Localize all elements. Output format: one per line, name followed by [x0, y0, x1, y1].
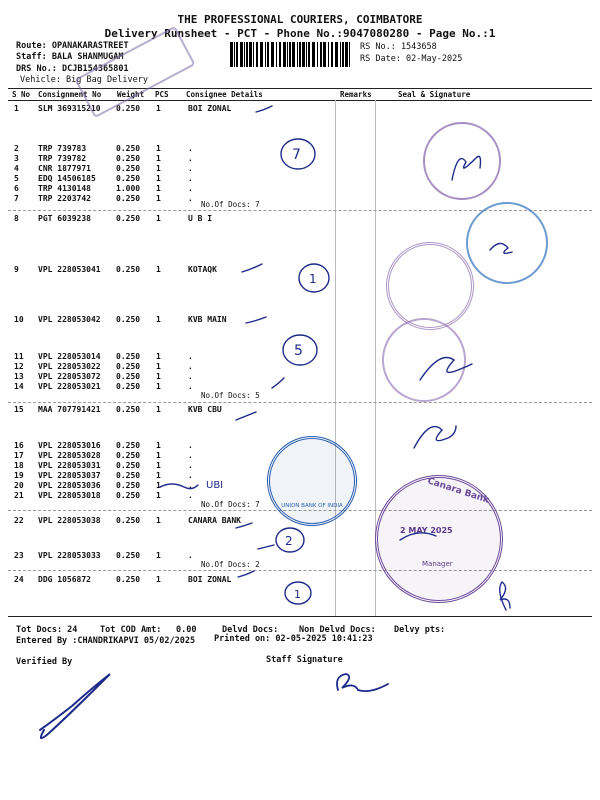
row-consignee: . — [188, 352, 193, 361]
row-consignment: VPL 228053037 — [38, 471, 101, 480]
row-consignee: KOTAQK — [188, 265, 217, 274]
signature — [420, 358, 472, 381]
row-pcs: 1 — [156, 352, 161, 361]
signature — [490, 243, 512, 253]
row-sno: 15 — [14, 405, 24, 414]
row-consignment: VPL 228053042 — [38, 315, 101, 324]
tick-mark — [242, 264, 262, 272]
mark-text: 7 — [292, 147, 301, 163]
row-pcs: 1 — [156, 104, 161, 113]
row-sno: 24 — [14, 575, 24, 584]
row-sno: 1 — [14, 104, 19, 113]
col-weight: Weight — [117, 90, 145, 99]
row-sno: 7 — [14, 194, 19, 203]
row-consignment: TRP 739782 — [38, 154, 87, 163]
row-pcs: 1 — [156, 154, 161, 163]
col-remarks: Remarks — [340, 90, 372, 99]
row-pcs: 1 — [156, 551, 161, 560]
doc-count: No.Of Docs: 7 — [201, 200, 260, 209]
mark-text: 5 — [294, 343, 303, 359]
row-sno: 6 — [14, 184, 19, 193]
row-pcs: 1 — [156, 441, 161, 450]
staff-signature — [337, 674, 388, 691]
row-weight: 0.250 — [116, 315, 141, 324]
row-weight: 0.250 — [116, 575, 141, 584]
canara-stamp-date: 2 MAY 2025 — [400, 526, 453, 535]
row-pcs: 1 — [156, 575, 161, 584]
row-consignee: . — [188, 174, 193, 183]
rs-date: RS Date: 02-May-2025 — [360, 54, 463, 64]
row-sno: 22 — [14, 516, 24, 525]
row-weight: 0.250 — [116, 194, 141, 203]
row-consignee: BOI ZONAL — [188, 575, 232, 584]
row-consignee: . — [188, 441, 193, 450]
row-weight: 0.250 — [116, 516, 141, 525]
row-consignee: BOI ZONAL — [188, 104, 232, 113]
row-consignment: VPL 228053036 — [38, 481, 101, 490]
tick-mark — [238, 571, 254, 577]
printed-on: Printed on: 02-05-2025 10:41:23 — [214, 634, 373, 644]
handwritten-ubi: UBI — [206, 480, 224, 491]
row-consignment: DDG 1056872 — [38, 575, 91, 584]
row-consignment: MAA 707791421 — [38, 405, 101, 414]
row-sno: 11 — [14, 352, 24, 361]
signature — [500, 582, 510, 610]
row-sno: 20 — [14, 481, 24, 490]
row-sno: 18 — [14, 461, 24, 470]
row-weight: 0.250 — [116, 104, 141, 113]
staff: Staff: BALA SHANMUGAM — [16, 52, 124, 62]
signature — [452, 156, 481, 180]
row-sno: 17 — [14, 451, 24, 460]
entered-by: Entered By :CHANDRIKAPVI 05/02/2025 — [16, 636, 196, 646]
row-consignee: . — [188, 481, 193, 490]
total-cod-value: 0.00 — [176, 625, 197, 635]
row-pcs: 1 — [156, 315, 161, 324]
tick-mark — [236, 412, 256, 420]
verifier-signature — [40, 674, 110, 738]
row-consignee: . — [188, 461, 193, 470]
union-bank-stamp-text: UNION BANK OF INDIA — [281, 503, 343, 509]
verified-by: Verified By — [16, 657, 73, 667]
row-sno: 12 — [14, 362, 24, 371]
row-sno: 2 — [14, 144, 19, 153]
row-weight: 0.250 — [116, 481, 141, 490]
row-weight: 0.250 — [116, 461, 141, 470]
row-pcs: 1 — [156, 461, 161, 470]
row-pcs: 1 — [156, 144, 161, 153]
row-pcs: 1 — [156, 362, 161, 371]
row-consignment: PGT 6039238 — [38, 214, 91, 223]
row-sno: 4 — [14, 164, 19, 173]
row-pcs: 1 — [156, 174, 161, 183]
vehicle: Vehicle: Big Bag Delivery — [20, 75, 148, 85]
row-sno: 19 — [14, 471, 24, 480]
row-pcs: 1 — [156, 194, 161, 203]
row-consignee: . — [188, 372, 193, 381]
tick-mark — [236, 523, 252, 528]
runsheet-title: Delivery Runsheet - PCT - Phone No.:9047080280 - Page No.:1 — [104, 27, 496, 40]
mark-text: 1 — [309, 272, 317, 286]
row-consignment: CNR 1877971 — [38, 164, 91, 173]
doc-count: No.Of Docs: 2 — [201, 560, 260, 569]
row-pcs: 1 — [156, 265, 161, 274]
row-weight: 0.250 — [116, 551, 141, 560]
signature — [400, 533, 436, 540]
row-consignee: . — [188, 164, 193, 173]
row-consignment: VPL 228053038 — [38, 516, 101, 525]
mark-text: 2 — [285, 534, 293, 548]
row-consignment: VPL 228053014 — [38, 352, 101, 361]
row-consignee: U B I — [188, 214, 213, 223]
total-docs: Tot Docs: 24 — [16, 625, 78, 635]
col-sno: S No — [12, 90, 31, 99]
signature — [414, 426, 456, 448]
row-consignee: . — [188, 154, 193, 163]
row-pcs: 1 — [156, 451, 161, 460]
row-consignee: . — [188, 382, 193, 391]
row-weight: 0.250 — [116, 154, 141, 163]
col-consignment: Consignment No — [38, 90, 102, 99]
row-weight: 0.250 — [116, 164, 141, 173]
tick-mark — [258, 545, 274, 549]
col-pcs: PCS — [155, 90, 169, 99]
row-consignee: KVB MAIN — [188, 315, 227, 324]
row-sno: 5 — [14, 174, 19, 183]
row-weight: 0.250 — [116, 214, 141, 223]
tick-mark — [246, 317, 266, 323]
row-consignment: VPL 228053041 — [38, 265, 101, 274]
row-weight: 0.250 — [116, 382, 141, 391]
delivery-points: Delvy pts: — [394, 625, 446, 635]
row-weight: 0.250 — [116, 144, 141, 153]
row-consignee: . — [188, 144, 193, 153]
row-sno: 14 — [14, 382, 24, 391]
row-consignment: VPL 228053018 — [38, 491, 101, 500]
doc-count: No.Of Docs: 7 — [201, 500, 260, 509]
row-consignment: TRP 739783 — [38, 144, 87, 153]
row-consignee: . — [188, 362, 193, 371]
row-weight: 0.250 — [116, 451, 141, 460]
row-pcs: 1 — [156, 481, 161, 490]
row-weight: 0.250 — [116, 265, 141, 274]
row-consignment: TRP 4130148 — [38, 184, 91, 193]
row-weight: 0.250 — [116, 405, 141, 414]
company-title: THE PROFESSIONAL COURIERS, COIMBATORE — [177, 13, 423, 26]
col-seal: Seal & Signature — [398, 90, 471, 99]
rs-number: RS No.: 1543658 — [360, 42, 437, 52]
doc-count: No.Of Docs: 5 — [201, 391, 260, 400]
row-consignee: . — [188, 471, 193, 480]
row-consignment: VPL 228053016 — [38, 441, 101, 450]
col-consignee: Consignee Details — [186, 90, 263, 99]
row-weight: 1.000 — [116, 184, 141, 193]
row-consignee: CANARA BANK — [188, 516, 241, 525]
row-pcs: 1 — [156, 405, 161, 414]
delivered-docs: Delvd Docs: — [222, 625, 279, 635]
row-consignment: VPL 228053031 — [38, 461, 101, 470]
route: Route: OPANAKARASTREET — [16, 41, 129, 51]
row-sno: 21 — [14, 491, 24, 500]
row-sno: 16 — [14, 441, 24, 450]
tick-mark — [272, 378, 284, 388]
row-consignment: SLM 369315210 — [38, 104, 101, 113]
non-delivered-docs: Non Delvd Docs: — [299, 625, 376, 635]
row-pcs: 1 — [156, 214, 161, 223]
row-sno: 9 — [14, 265, 19, 274]
row-weight: 0.250 — [116, 441, 141, 450]
row-consignee: . — [188, 194, 193, 203]
row-consignment: VPL 228053072 — [38, 372, 101, 381]
row-consignment: TRP 2203742 — [38, 194, 91, 203]
row-weight: 0.250 — [116, 362, 141, 371]
row-weight: 0.250 — [116, 491, 141, 500]
mark-text: 1 — [294, 588, 301, 601]
row-consignment: VPL 228053033 — [38, 551, 101, 560]
row-consignment: EDQ 14506185 — [38, 174, 96, 183]
row-weight: 0.250 — [116, 471, 141, 480]
row-pcs: 1 — [156, 491, 161, 500]
row-pcs: 1 — [156, 382, 161, 391]
canara-stamp-title: Canara Bank — [426, 476, 491, 506]
row-weight: 0.250 — [116, 352, 141, 361]
row-sno: 3 — [14, 154, 19, 163]
row-sno: 8 — [14, 214, 19, 223]
ubi-scribble — [160, 484, 198, 489]
row-consignment: VPL 228053028 — [38, 451, 101, 460]
row-consignee: . — [188, 551, 193, 560]
row-weight: 0.250 — [116, 372, 141, 381]
drs-number: DRS No.: DCJB154365801 — [16, 64, 129, 74]
row-sno: 10 — [14, 315, 24, 324]
row-pcs: 1 — [156, 471, 161, 480]
row-sno: 23 — [14, 551, 24, 560]
canara-stamp-role: Manager — [422, 560, 453, 568]
row-pcs: 1 — [156, 372, 161, 381]
tick-mark — [256, 106, 272, 112]
row-weight: 0.250 — [116, 174, 141, 183]
row-consignee: . — [188, 451, 193, 460]
row-sno: 13 — [14, 372, 24, 381]
row-pcs: 1 — [156, 516, 161, 525]
staff-signature-label: Staff Signature — [266, 655, 343, 665]
row-pcs: 1 — [156, 184, 161, 193]
row-pcs: 1 — [156, 164, 161, 173]
row-consignment: VPL 228053022 — [38, 362, 101, 371]
row-consignment: VPL 228053021 — [38, 382, 101, 391]
row-consignee: KVB CBU — [188, 405, 222, 414]
row-consignee: . — [188, 491, 193, 500]
total-cod-label: Tot COD Amt: — [100, 625, 162, 635]
row-consignee: . — [188, 184, 193, 193]
